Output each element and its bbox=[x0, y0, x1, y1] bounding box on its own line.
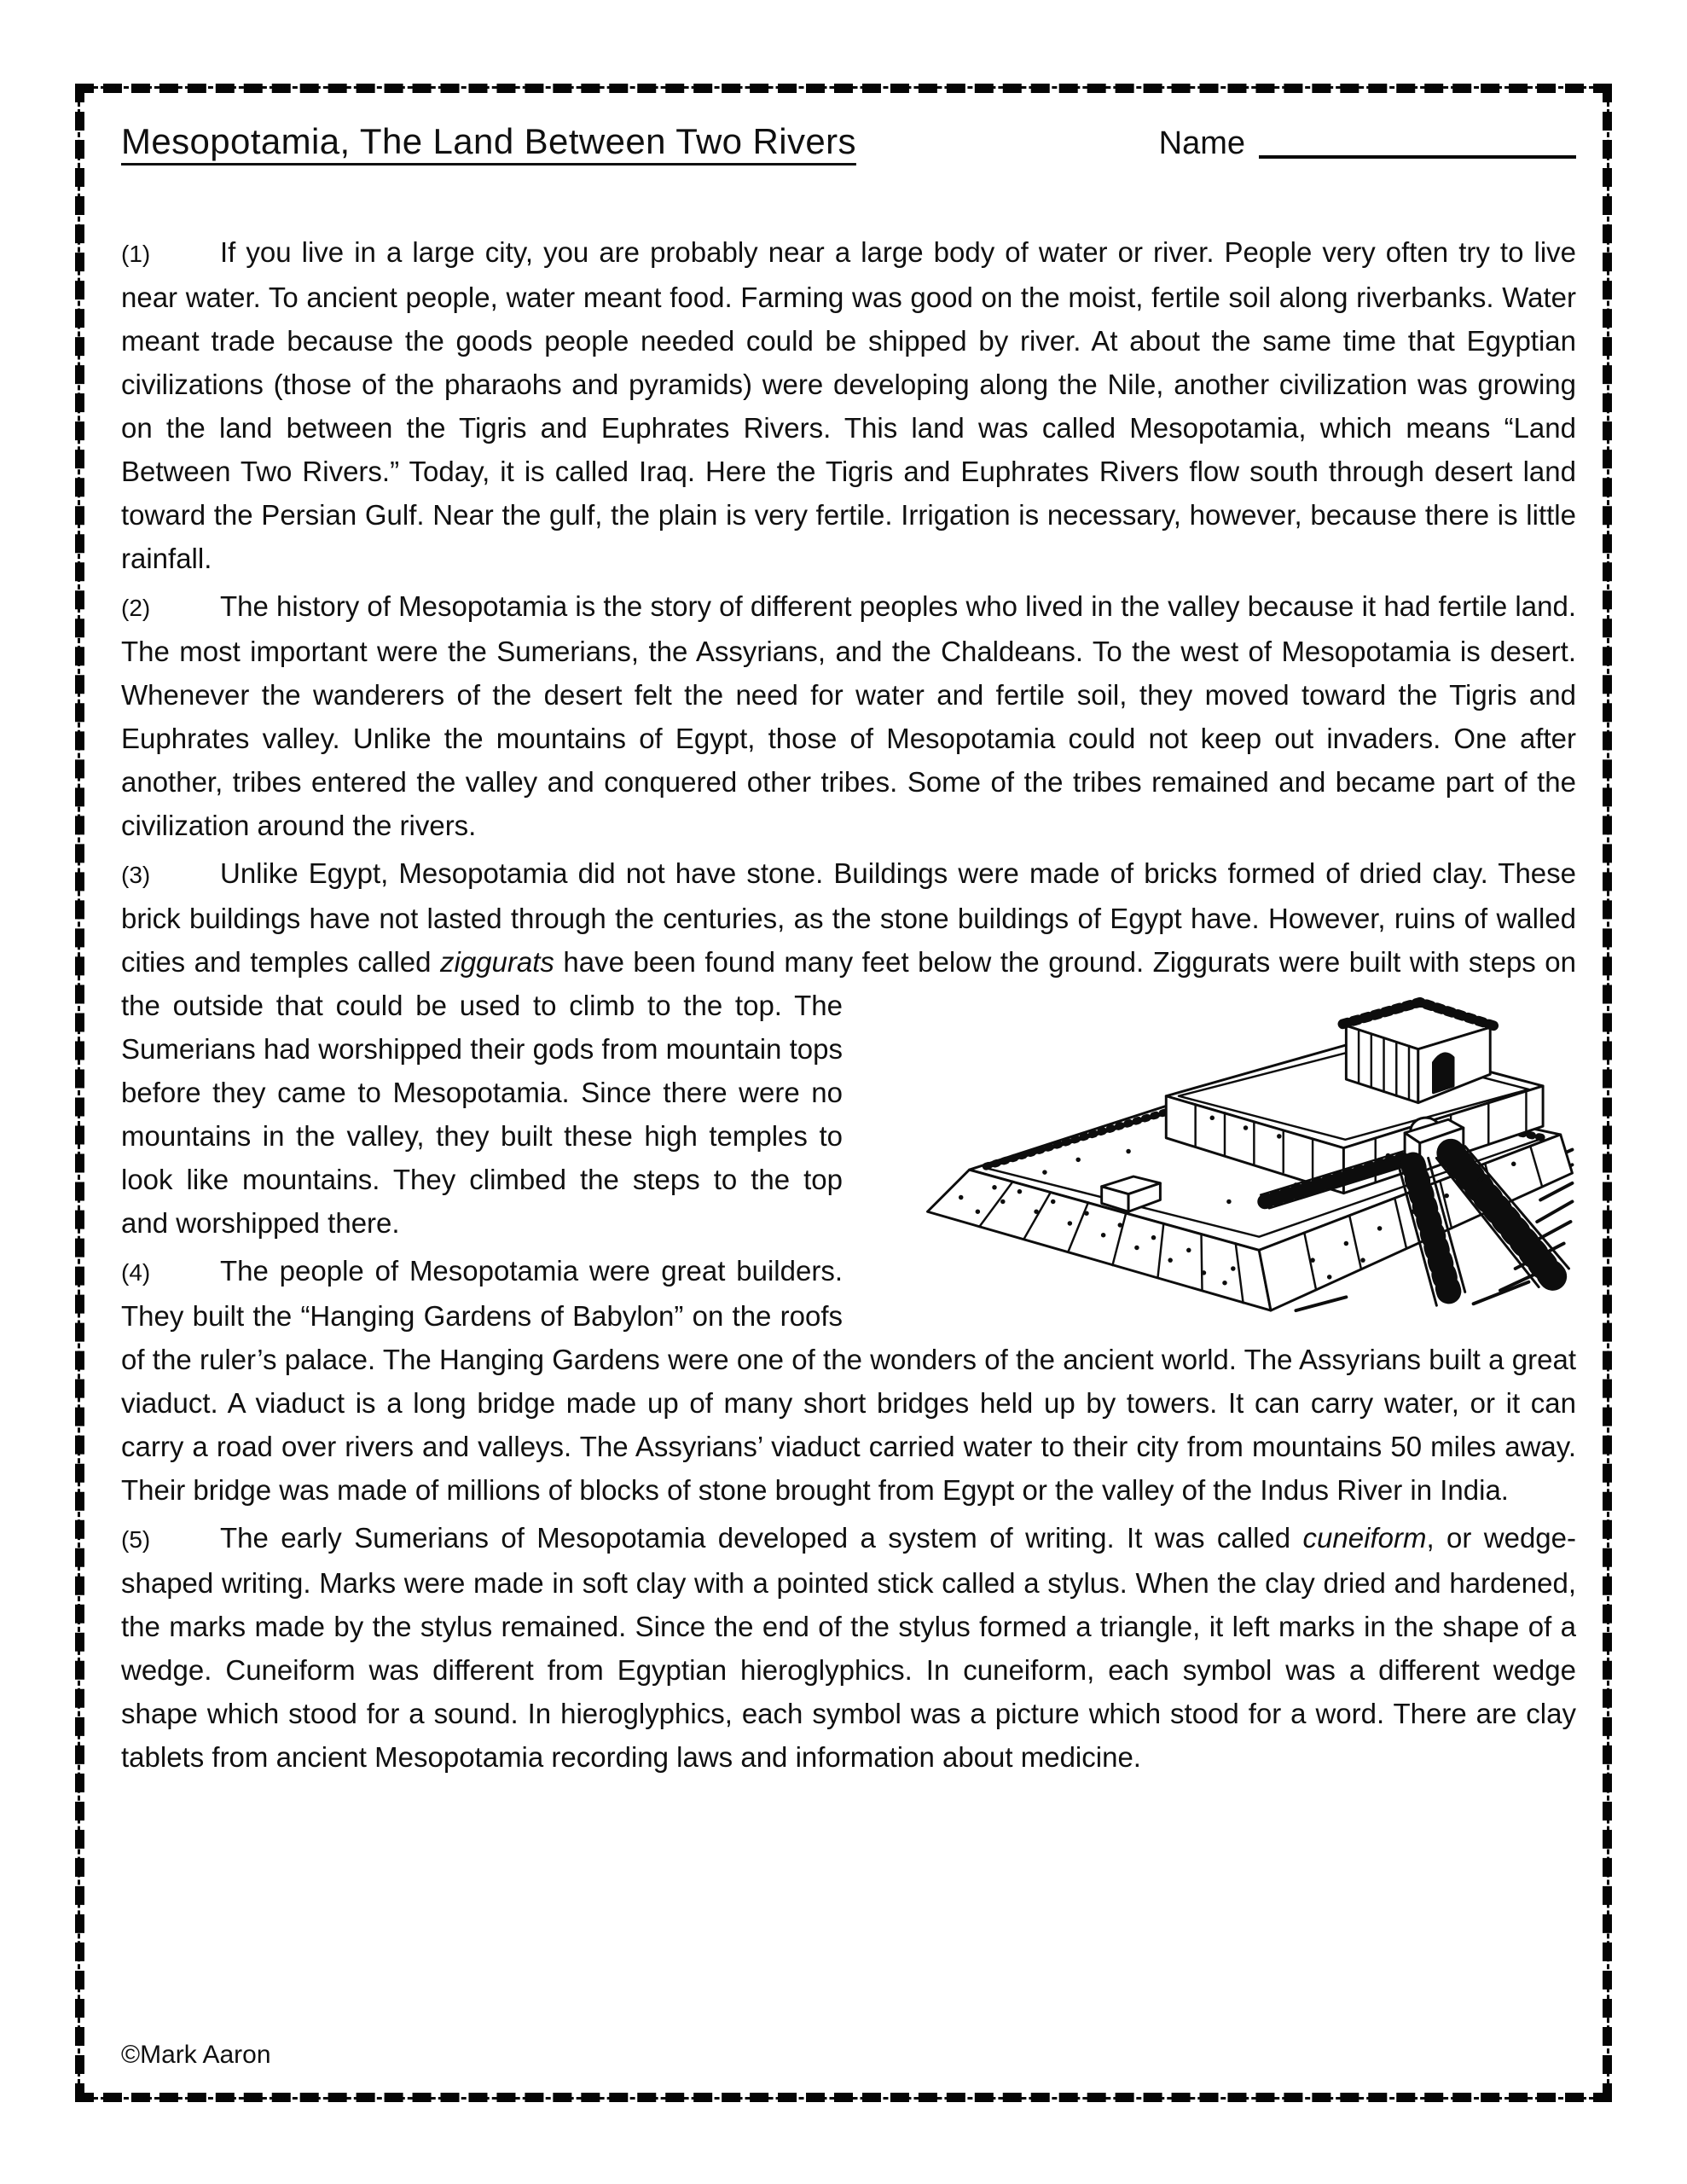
italic-term-cuneiform: cuneiform bbox=[1302, 1522, 1427, 1554]
paragraph-number: (3) bbox=[121, 862, 151, 888]
paragraph-2 bbox=[121, 584, 1576, 847]
name-label: Name bbox=[1158, 125, 1245, 161]
paragraph-number: (5) bbox=[121, 1526, 151, 1553]
reading-passage bbox=[121, 230, 1576, 1783]
paragraph-text: Unlike Egypt, Mesopotamia did not have stone. Buildings were made of bricks formed of dried clay. These brick buildings have not lasted through the centuries, as the stone buildings of Egypt have. However, ruins of walled cities and temples called bbox=[121, 857, 1576, 978]
paragraph-1 bbox=[121, 230, 1576, 580]
copyright-credit: ©Mark Aaron bbox=[121, 2041, 271, 2069]
paragraph-text: If you live in a large city, you are probably near a large body of water or river. People very often try to live near water. To ancient people, water meant food. Farming was good on the moist, fertile soil along riverbanks. Water meant trade because the goods people needed could be shipped by river. At about the same time that Egyptian civilizations (those of the pharaohs and pyramids) were developing along the Nile, another civilization was growing on the land between the Tigris and Euphrates Rivers. This land was called Mesopotamia, which means “Land Between Two Rivers.” Today, it is called Iraq. Here the Tigris and Euphrates Rivers flow south through desert land toward the Persian Gulf. Near the gulf, the plain is very fertile. Irrigation is necessary, however, because there is little rainfall. bbox=[121, 236, 1576, 574]
page-content bbox=[121, 107, 1576, 1783]
paragraph-text: have been found many bbox=[554, 946, 862, 978]
paragraph-text: The early Sumerians of Mesopotamia developed a system of writing. It was called bbox=[220, 1522, 1303, 1554]
paragraph-number: (2) bbox=[121, 595, 151, 621]
paragraph-text: feet below the ground. Ziggurats were built with steps on the outside that could be used to climb to the top. The Sumerians had worshipped their gods from mountain tops before they came to Mesopotamia. Since there were no mountains in the valley, they built these high temples to look like mountains. They climbed the steps to the top and worshipped there. bbox=[121, 946, 1576, 1239]
paragraph-text: The people of Mesopotamia were great builders. They built the “Hanging Gardens of Babylon” on the roofs of the ruler’s palace. The Hanging Gardens were one of the wonders of the ancient world. The Assyrians built a great viaduct. A viaduct is a long bridge made up of many short bridges held up by towers. It can carry water, or it can carry a road over rivers and valleys. The Assyrians’ viaduct carried water to their city from mountains 50 miles away. Their bridge was made of millions of blocks of stone brought from Egypt or the valley of the Indus River in India. bbox=[121, 1255, 1576, 1506]
header-row bbox=[121, 107, 1576, 162]
paragraph-number: (4) bbox=[121, 1259, 151, 1286]
paragraph-text: , or wedge-shaped writing. Marks were made in soft clay with a pointed stick called a stylus. When the clay dried and hardened, the marks made by the stylus remained. Since the end of the stylus formed a triangle, it left marks in the shape of a wedge. Cuneiform was different from Egyptian hieroglyphics. In cuneiform, each symbol was a different wedge shape which stood for a sound. In hieroglyphics, each symbol was a picture which stood for a word. There are clay tablets from ancient Mesopotamia recording laws and information about medicine. bbox=[121, 1522, 1576, 1773]
name-field bbox=[1159, 125, 1576, 162]
paragraph-3 bbox=[121, 851, 1576, 1245]
paragraph-text: The history of Mesopotamia is the story of different peoples who lived in the valley because it had fertile land. The most important were the Sumerians, the Assyrians, and the Chaldeans. To the west of Mesopotamia is desert. Whenever the wanderers of the desert felt the need for water and fertile soil, they moved toward the Tigris and Euphrates valley. Unlike the mountains of Egypt, those of Mesopotamia could not keep out invaders. One after another, tribes entered the valley and conquered other tribes. Some of the tribes remained and became part of the civilization around the rivers. bbox=[121, 590, 1576, 841]
ziggurat-drawing bbox=[873, 992, 1576, 1315]
ziggurat-illustration bbox=[873, 992, 1576, 1315]
paragraph-5 bbox=[121, 1516, 1576, 1779]
italic-term-ziggurats: ziggurats bbox=[439, 946, 554, 978]
name-blank-line[interactable] bbox=[1259, 155, 1576, 159]
page-title: Mesopotamia, The Land Between Two Rivers bbox=[121, 121, 856, 161]
paragraph-number: (1) bbox=[121, 241, 151, 267]
